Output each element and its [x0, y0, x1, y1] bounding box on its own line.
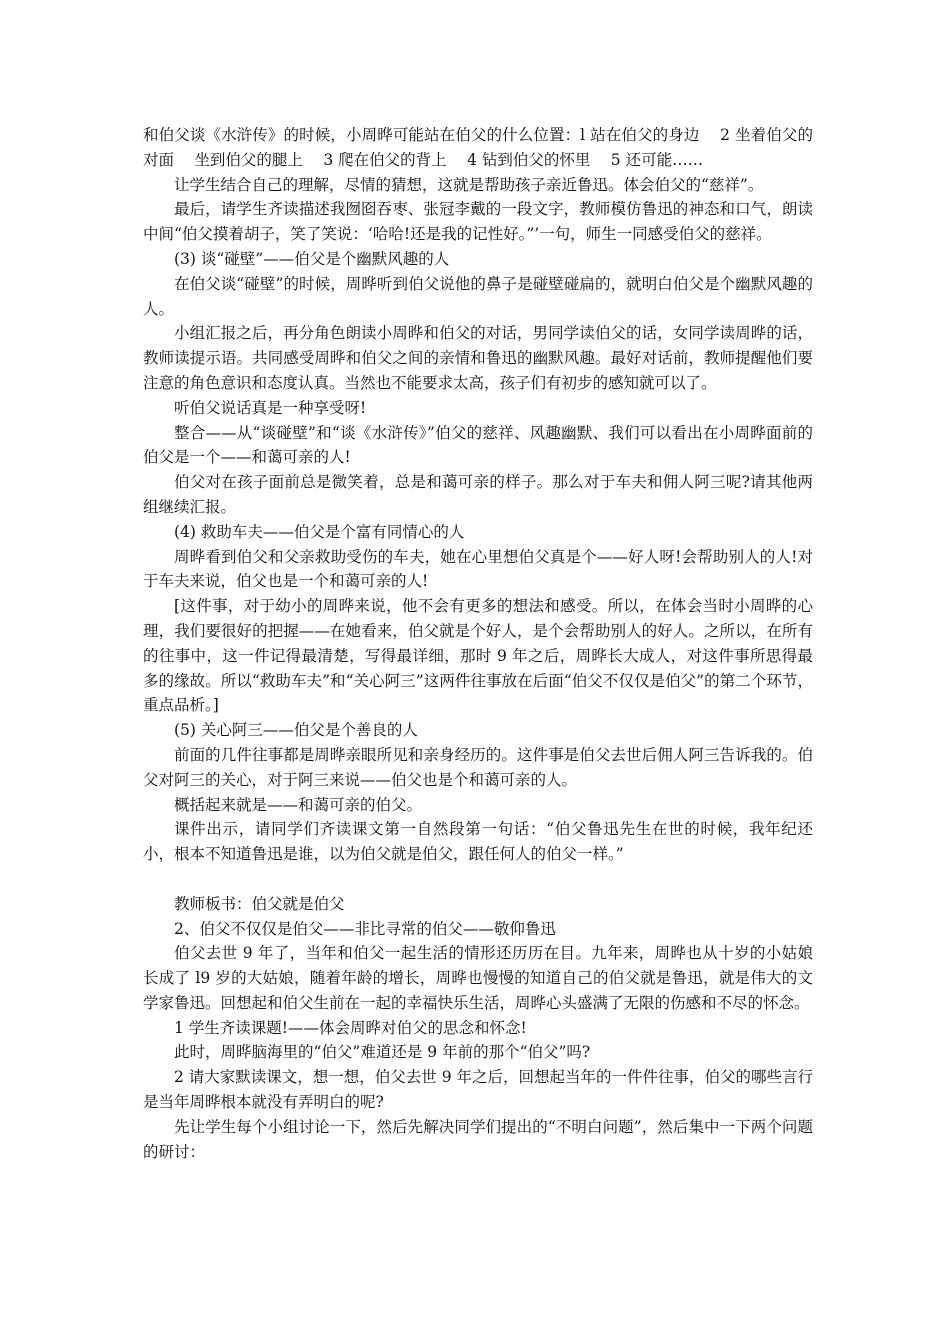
paragraph-14: 前面的几件往事都是周晔亲眼所见和亲身经历的。这件事是伯父去世后佣人阿三告诉我的。伯父对阿三的关心，对于阿三来说——伯父也是个和蔼可亲的人。: [143, 745, 813, 789]
paragraph-1: 和伯父谈《水浒传》的时候，小周晔可能站在伯父的什么位置：l 站在伯父的身边 2 坐着伯父的对面 坐到伯父的腿上 3 爬在伯父的背上 4 钻到伯父的怀里 5 还可能……: [143, 126, 813, 169]
document-page: [143, 123, 813, 1164]
paragraph-15: 概括起来就是——和蔼可亲的伯父。: [174, 795, 423, 814]
blank-line: [143, 867, 813, 892]
section-heading-4: (4) 救助车夫——伯父是个富有同情心的人: [174, 522, 465, 541]
paragraph-21: 1 学生齐读课题!——体会周晔对伯父的思念和怀念!: [174, 1018, 527, 1037]
paragraph-6: 小组汇报之后，再分角色朗读小周晔和伯父的对话，男同学读伯父的话，女同学读周晔的话，教师读提示语。共同感受周晔和伯父之间的亲情和鲁迅的幽默风趣。最好对话前，教师提醒他们要注意的角色意识和态度认真。当然也不能要求太高，孩子们有初步的感知就可以了。: [143, 324, 813, 392]
paragraph-16: 课件出示，请同学们齐读课文第一自然段第一句话：“伯父鲁迅先生在世的时候，我年纪还小，根本不知道鲁迅是谁，以为伯父就是伯父，跟任何人的伯父一样。”: [143, 820, 813, 864]
paragraph-8: 整合——从“谈碰壁”和“谈《水浒传》”伯父的慈祥、风趣幽默、我们可以看出在小周晔面前的伯父是一个——和蔼可亲的人!: [143, 423, 813, 467]
paragraph-9: 伯父对在孩子面前总是微笑着，总是和蔼可亲的样子。那么对于车夫和佣人阿三呢?请其他两组继续汇报。: [143, 473, 813, 516]
board-note: 教师板书：伯父就是伯父: [174, 894, 345, 913]
paragraph-2: 让学生结合自己的理解，尽情的猜想，这就是帮助孩子亲近鲁迅。体会伯父的“慈祥”。: [174, 175, 764, 194]
section-heading-3: (3) 谈“碰壁”——伯父是个幽默风趣的人: [174, 249, 450, 268]
section-heading-2: 2、伯父不仅仅是伯父——非比寻常的伯父——敬仰鲁迅: [174, 919, 556, 938]
paragraph-22: 此时，周晔脑海里的“伯父”难道还是 9 年前的那个“伯父”吗?: [174, 1043, 591, 1062]
paragraph-3: 最后，请学生齐读描述我囫囵吞枣、张冠李戴的一段文字，教师模仿鲁迅的神态和口气，朗读中间“伯父摸着胡子，笑了笑说：‘哈哈!还是我的记性好。”’一句，师生一同感受伯父的慈祥。: [143, 200, 813, 244]
paragraph-20: 伯父去世 9 年了，当年和伯父一起生活的情形还历历在目。九年来，周晔也从十岁的小姑娘长成了 l9 岁的大姑娘，随着年龄的增长，周晔也慢慢的知道自己的伯父就是鲁迅，就是伟大的文学家鲁迅。回想起和伯父生前在一起的幸福快乐生活，周晔心头盛满了无限的伤感和不尽的怀念。: [143, 944, 813, 1012]
section-heading-5: (5) 关心阿三——伯父是个善良的人: [174, 721, 418, 740]
paragraph-11: 周晔看到伯父和父亲救助受伤的车夫，她在心里想伯父真是个——好人呀!会帮助别人的人!对于车夫来说，伯父也是一个和蔼可亲的人!: [143, 547, 813, 591]
paragraph-23: 2 请大家默读课文，想一想，伯父去世 9 年之后，回想起当年的一件件往事，伯父的哪些言行是当年周晔根本就没有弄明白的呢?: [143, 1068, 814, 1112]
paragraph-12: [这件事，对于幼小的周晔来说，他不会有更多的想法和感受。所以，在体会当时小周晔的心理，我们要很好的把握——在她看来，伯父就是个好人，是个会帮助别人的好人。之所以，在所有的往事中，这一件记得最清楚，写得最详细，那时 9 年之后，周晔长大成人，对这件事所思得最多的缘故。所以“救助车夫”和“关心阿三”这两件往事放在后面“伯父不仅仅是伯父”的第二个环节，重点品析。]: [143, 597, 813, 715]
paragraph-7: 听伯父说话真是一种享受呀!: [174, 398, 367, 417]
paragraph-24: 先让学生每个小组讨论一下，然后先解决同学们提出的“不明白问题”，然后集中一下两个问题的研讨：: [143, 1117, 813, 1161]
paragraph-5: 在伯父谈“碰壁”的时候，周晔听到伯父说他的鼻子是碰壁碰扁的，就明白伯父是个幽默风趣的人。: [143, 274, 813, 318]
